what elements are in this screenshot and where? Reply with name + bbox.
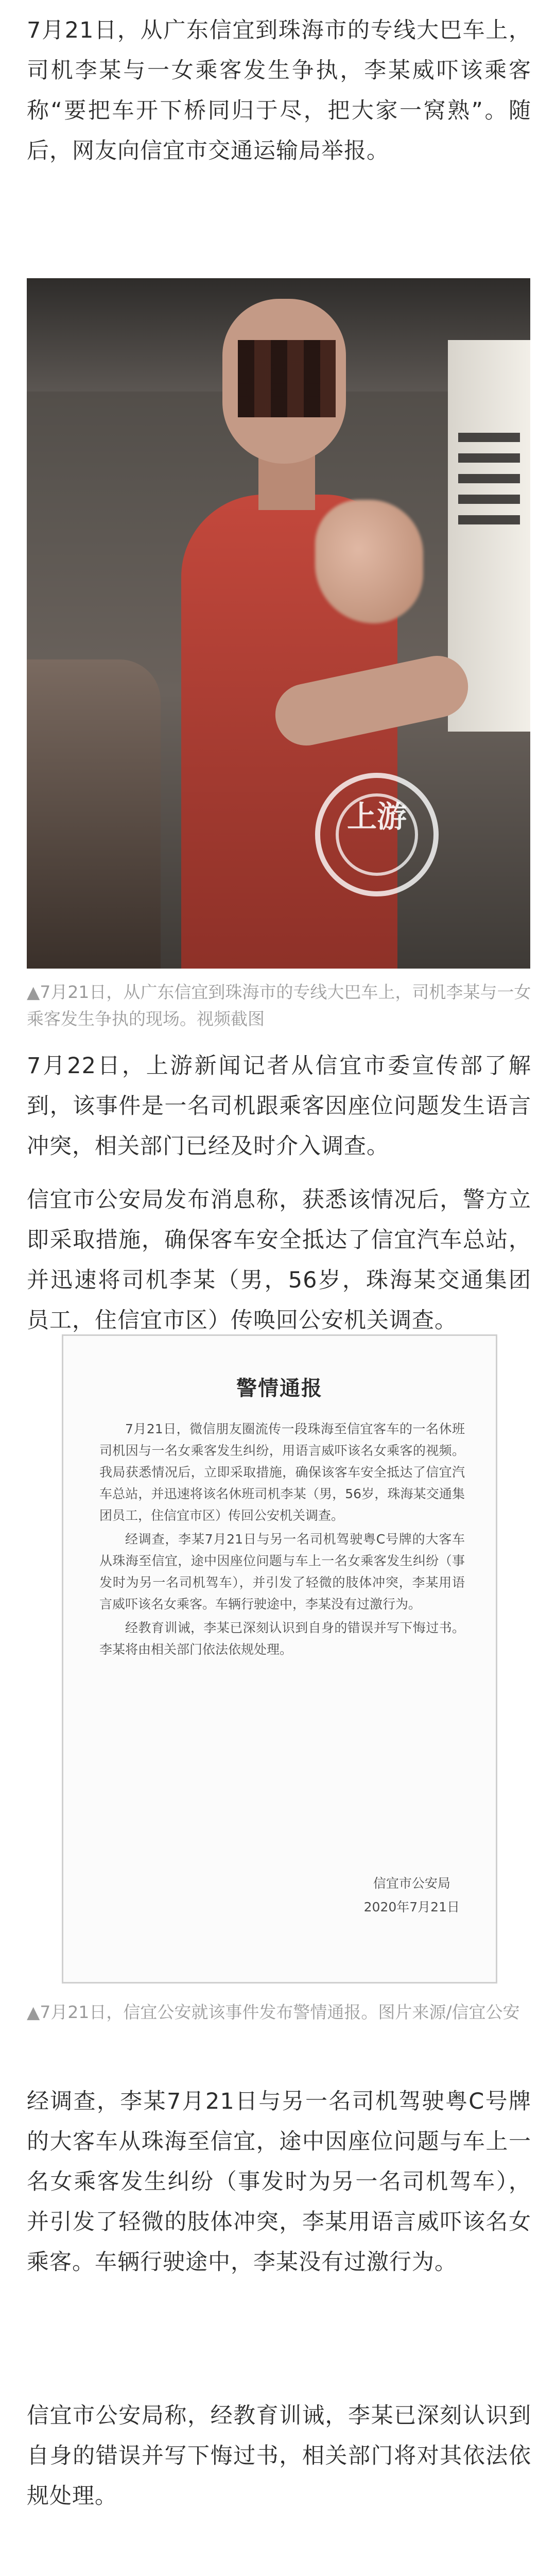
police-notice-image	[62, 1334, 497, 1984]
notice-signature-block	[364, 1872, 460, 1919]
notice-paragraph: 经教育训诫，李某已深刻认识到自身的错误并写下悔过书。李某将由相关部门依法依规处理。	[99, 1620, 465, 1657]
notice-body	[99, 1418, 465, 1663]
driver-hand	[315, 500, 423, 623]
notice-caption: ▲7月21日，信宜公安就该事件发布警情通报。图片来源/信宜公安	[27, 2002, 520, 2022]
notice-signature: 信宜市公安局	[373, 1876, 450, 1891]
bus-seat	[27, 659, 161, 969]
watermark-text: 上游	[346, 799, 407, 834]
incident-video-screenshot	[27, 278, 530, 969]
notice-paragraph: 经调查，李某7月21日与另一名司机驾驶粤C号牌的大客车从珠海至信宜，途中因座位问题与车上一名女乘客发生纠纷（事发时为另一名司机驾车），并引发了轻微的肢体冲突，李某用语言威吓该名女乘客。车辆行驶途中，李某没有过激行为。	[99, 1532, 465, 1612]
notice-date: 2020年7月21日	[363, 1900, 460, 1914]
article-paragraph-2: 7月22日，上游新闻记者从信宜市委宣传部了解到，该事件是一名司机跟乘客因座位问题发生语言冲突，相关部门已经及时介入调查。	[27, 1053, 531, 1159]
article-paragraph-4: 经调查，李某7月21日与另一名司机驾驶粤C号牌的大客车从珠海至信宜，途中因座位问题与车上一名女乘客发生纠纷（事发时为另一名司机驾车），并引发了轻微的肢体冲突，李某用语言威吓该名女乘客。车辆行驶途中，李某没有过激行为。	[27, 2089, 531, 2275]
article-paragraph-5: 信宜市公安局称，经教育训诫，李某已深刻认识到自身的错误并写下悔过书，相关部门将对其依法依规处理。	[27, 2403, 531, 2509]
window-slats	[458, 433, 520, 546]
article-paragraph-3: 信宜市公安局发布消息称，获悉该情况后，警方立即采取措施，确保客车安全抵达了信宜汽车总站，并迅速将司机李某（男，56岁，珠海某交通集团员工，住信宜市区）传唤回公安机关调查。	[27, 1187, 531, 1333]
article-paragraph-1: 7月21日，从广东信宜到珠海市的专线大巴车上，司机李某与一女乘客发生争执，李某威吓该乘客称“要把车开下桥同归于尽，把大家一窝熟”。随后，网友向信宜市交通运输局举报。	[27, 18, 531, 164]
face-mosaic	[238, 340, 336, 417]
photo-caption: ▲7月21日，从广东信宜到珠海市的专线大巴车上，司机李某与一女乘客发生争执的现场。视频截图	[27, 982, 531, 1029]
notice-title: 警情通报	[236, 1377, 323, 1400]
notice-paragraph: 7月21日，微信朋友圈流传一段珠海至信宜客车的一名休班司机因与一名女乘客发生纠纷，用语言威吓该名女乘客的视频。我局获悉情况后，立即采取措施，确保该客车安全抵达了信宜汽车总站，并迅速将该名休班司机李某（男，56岁，珠海某交通集团员工，住信宜市区）传回公安机关调查。	[99, 1421, 465, 1523]
